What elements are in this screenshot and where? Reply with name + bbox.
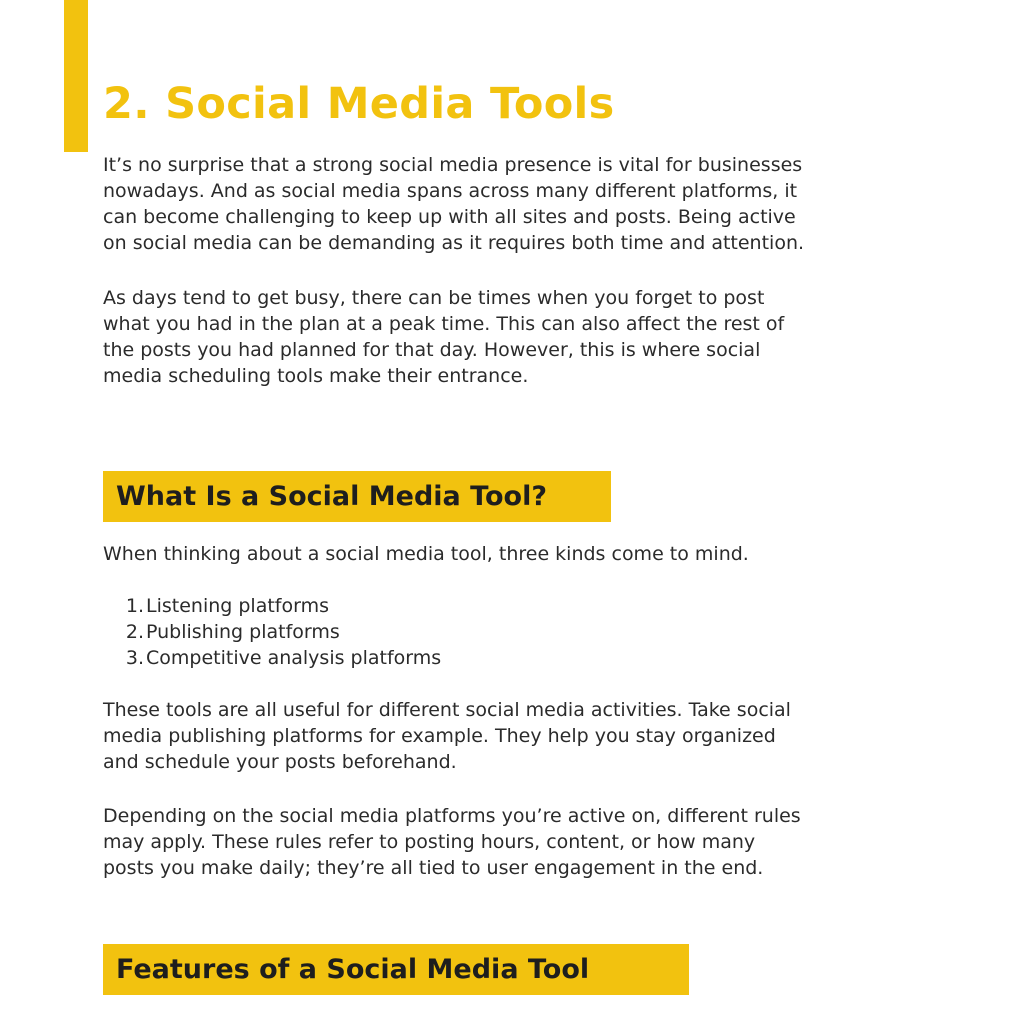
list-item bbox=[120, 593, 441, 619]
text-line: nowadays. And as social media spans across many different platforms, it bbox=[103, 180, 798, 202]
section-heading-features-box bbox=[103, 944, 689, 995]
text-line: on social media can be demanding as it requires both time and attention. bbox=[103, 232, 805, 254]
list-item bbox=[120, 645, 441, 671]
title-accent-bar bbox=[64, 0, 88, 152]
text-line: posts you make daily; they’re all tied to user engagement in the end. bbox=[103, 857, 764, 879]
text-line: Depending on the social media platforms you’re active on, different rules bbox=[103, 805, 801, 827]
list-item bbox=[120, 619, 441, 645]
list-item-number: 1. bbox=[125, 595, 144, 617]
text-line: the posts you had planned for that day. However, this is where social bbox=[103, 339, 761, 361]
text-line: It’s no surprise that a strong social media presence is vital for businesses bbox=[103, 154, 803, 176]
text-line: may apply. These rules refer to posting hours, content, or how many bbox=[103, 831, 756, 853]
section-what-lead bbox=[103, 541, 933, 567]
list-item-number: 3. bbox=[125, 647, 144, 669]
intro-paragraph-1 bbox=[103, 152, 933, 256]
section-heading-what-box bbox=[103, 471, 611, 522]
social-tool-kinds-list bbox=[120, 593, 441, 671]
text-line: media publishing platforms for example. They help you stay organized bbox=[103, 725, 776, 747]
list-item-number: 2. bbox=[125, 621, 144, 643]
page-title: 2. Social Media Tools bbox=[103, 79, 615, 129]
text-line: When thinking about a social media tool, three kinds come to mind. bbox=[103, 543, 749, 565]
text-line: what you had in the plan at a peak time. This can also affect the rest of bbox=[103, 313, 785, 335]
text-line: As days tend to get busy, there can be times when you forget to post bbox=[103, 287, 765, 309]
text-line: can become challenging to keep up with all sites and posts. Being active bbox=[103, 206, 796, 228]
section-heading-features: Features of a Social Media Tool bbox=[116, 954, 590, 985]
section-what-paragraph-4 bbox=[103, 803, 933, 881]
text-line: These tools are all useful for different social media activities. Take social bbox=[103, 699, 791, 721]
section-what-paragraph-3 bbox=[103, 697, 933, 775]
list-item-label: Competitive analysis platforms bbox=[146, 647, 442, 669]
text-line: media scheduling tools make their entrance. bbox=[103, 365, 529, 387]
intro-paragraph-2 bbox=[103, 285, 933, 389]
section-heading-what: What Is a Social Media Tool? bbox=[116, 481, 548, 512]
list-item-label: Listening platforms bbox=[146, 595, 329, 617]
text-line: and schedule your posts beforehand. bbox=[103, 751, 457, 773]
list-item-label: Publishing platforms bbox=[146, 621, 340, 643]
